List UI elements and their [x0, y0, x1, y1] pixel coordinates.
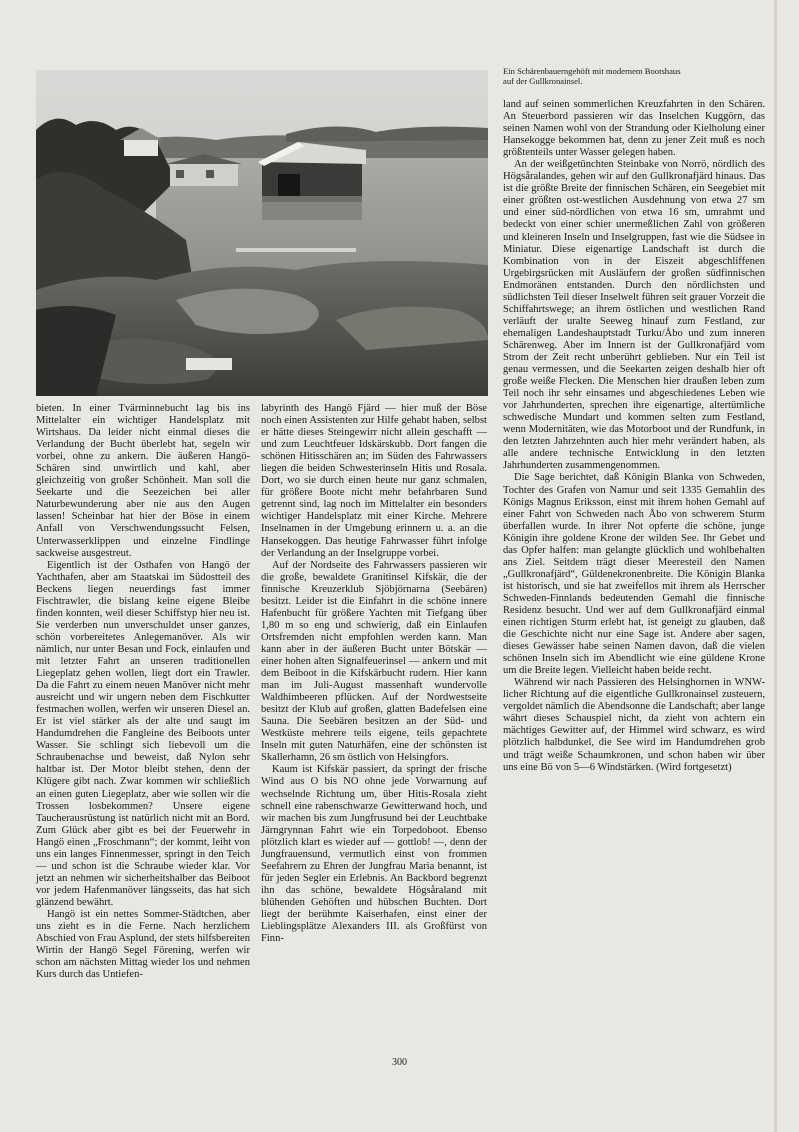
caption-line-1: Ein Schärenbauerngehöft mit modernem Bootshaus — [503, 66, 681, 76]
paragraph: Auf der Nordseite des Fahrwassers passieren wir die große, bewaldete Granitinsel Kifskär, die der finnische Kreuzerklub Sjöbjörnarna (Seebären) besitzt. Leider ist die Einfahrt in die schöne innere Hafenbucht für größere Yachten mit Tiefgang über 1,80 m so eng und schwierig, daß ein Einlaufen Ortsfremden nicht empfohlen werden kann. Man kann aber in der äußeren Bucht unter Bötskär — einer hohen alten Signalfeuerinsel — ankern und mit dem Beiboot in die Kifskärbucht rudern. Hier kann man im Juli-August massenhaft wundervolle Waldhimbeeren pflücken. Auf der Nordwestseite besitzt der Klub auf großen, glatten Badefelsen eine Sauna. Die Seebären besitzen an der Süd- und Westküste mehrere teils eigene, teils gepachtete Inseln mit guten Naturhäfen, eine der schönsten ist Skallerhamn, 26 sm östlich von Helsingfors. — [261, 559, 487, 764]
text-column-3 — [503, 99, 765, 774]
paragraph: labyrinth des Hangö Fjärd — hier muß der Böse noch einen Assistenten zur Hilfe gehabt haben, selbst er hätte dieses Steingewirr nicht allein geschafft — und zum Leuchtfeuer Idskärskubb. Dort fangen die schönen Hitisschären an; im Süden des Fahrwassers liegen die beiden Schwesterinseln Hitis und Rosala. Dort, wo sie durch einen heute nur ganz schmalen, für größere Boote nicht mehr befahrbaren Sund getrennt sind, lag noch im Mittelalter ein besonders wichtiger Handelsplatz mit einer Kirche. Mehrere Inselnamen in der Umgebung erinnern u. a. an die Hansekoggen. Das heutige Fahrwasser führt infolge der Verlandung an der Inselgruppe vorbei. — [261, 403, 487, 559]
text-column-1 — [36, 403, 250, 981]
paragraph: Die Sage berichtet, daß Königin Blanka von Schweden, Tochter des Grafen von Namur und seit 1335 Gemahlin des Königs Magnus Eriksson, einst mit ihrem hohen Gemahl auf einer Fahrt von Schweden nach Åbo von schwerem Sturm überfallen wurde. In ihrer Not opferte die schöne, junge Königin ihre goldene Krone der wilden See. Ihr Gebet und das Opfer halfen: man gelangte glücklich und wohlbehalten ans Ziel. Seitdem trägt dieser Meeresteil den Namen „Gullkronafjärd“, Güldenekronenbreite. Die Königin Blanka ist historisch, und sie hat zweifellos mit ihrem als Herrscher Schweden-Finnlands bedeutenden Gemahl die finnische Residenz besucht. Und wer auf dem Gullkronafjärd einmal einen richtigen Sturm erlebt hat, ist geneigt zu glauben, daß die Geschichte nicht nur eine Sage ist. Andere aber sagen, dieses Gewässer habe seinen Namen davon, daß die vielen schönen Inseln sich im Abendlicht wie eine güldene Krone um die Breite legen. Vielleicht haben beide recht. — [503, 472, 765, 677]
photo-skerry-farm-boathouse-icon — [36, 70, 488, 396]
binding-shadow — [774, 0, 777, 1132]
paragraph: Eigentlich ist der Osthafen von Hangö der Yachthafen, aber am Staatskai im Südostteil des Beckens liegen neuerdings fast immer Fischtrawler, die bislang keine eigene Bleibe finden konnten, weil dieser Schiffstyp hier neu ist. Sie verderben nun unverschuldet unser ganzes, schön vorbereitetes Anlegemanöver. Als wir nämlich, nur unter Besan und Fock, einlaufen und mit letzter Fahrt an unseren traditionellen Liegeplatz gehen wollen, liegt dort ein Trawler. Da die Fahrt zu einem neuen Manöver nicht mehr ausreicht und wir ungern neben dem Fischkutter festmachen wollen, werfen wir unseren Diesel an. Er ist viel stärker als der alte und saugt im Handumdrehen die Fangleine des Beiboots unter Wasser. Sie schlingt sich liebevoll um die Schraubenachse und beweist, daß Nylon sehr haltbar ist. Der Motor bleibt stehen, denn der Klügere gibt nach. Zwar kommen wir schließlich an einen guten Liegeplatz, aber wie sollen wir die Trossen losbekommen? Unsere eigene Taucherausrüstung ist natürlich nicht mit an Bord. Zum Glück aber gibt es bei der Feuerwehr in Hangö einen „Froschmann“; der kommt, leiht von uns ein langes Finnenmesser, springt in den Teich — und schon ist die Schraube wieder klar. Vor jetzt an nehmen wir sicherheitshalber das Beiboot vor jedem Hafenmanöver längsseits, das hat sich glänzend bewährt. — [36, 559, 250, 908]
paragraph: bieten. In einer Tvärminnebucht lag bis ins Mittelalter ein wichtiger Handelsplatz mit Wirtshaus. Da leider nicht einmal dieses die Verlandung der Bucht überlebt hat, segeln wir vorbei, ohne zu ankern. Die äußeren Hangö-Schären sind unwirtlich und kahl, aber gleichzeitig von großer Schönheit. Man soll die Seekarte und die Seezeichen bei aller Naturbewunderung aber nie aus den Augen lassen! Scheinbar hat hier der Böse in einem Anfall von Verschwendungssucht Felsen, Unterwasserklippen und einzelne Findlinge sackweise ausgestreut. — [36, 403, 250, 559]
text-column-2 — [261, 403, 487, 945]
paragraph: Kaum ist Kifskär passiert, da springt der frische Wind aus O bis NO ohne jede Vorwarnung auf wechselnde Richtung um, über Hitis-Rosala zieht schnell eine rabenschwarze Gewitterwand hoch, und wir machen bis zum Jungfrusund bei der Leuchtbake Järngrynnan Fahrt wie ein Torpedoboot. Ebenso plötzlich klart es wieder auf — gottlob! —, denn der Jungfrauensund, vermutlich einst von frommen Seefahrern zu Ehren der Jungfrau Maria benannt, ist für jeden Segler ein Erlebnis. An Backbord begrenzt ihn das schöne, bewaldete Högsåraland mit blühenden Gehöften und hübschen Buchten. Dort liegt der berühmte Kaiserhafen, einst einer der Lieblingsplätze Alexanders III. als Großfürst von Finn- — [261, 764, 487, 945]
caption-line-2: auf der Gullkronainsel. — [503, 76, 583, 86]
page-number: 300 — [392, 1057, 407, 1068]
paragraph: Während wir nach Passieren des Helsinghornen in WNW-licher Richtung auf die eigentliche Gullkronainsel zusteuern, vergoldet nämlich die Abendsonne die Landschaft; aber lange währt dieses Schauspiel nicht, da zieht von achtern ein mächtiges Gewitter auf, der Himmel wird schwarz, es wird plötzlich halbdunkel, die See wird im Handumdrehen grob und trägt weiße Schaumkronen, und schon haben wir über uns eine Bö von 5—6 Windstärken. (Wird fortgesetzt) — [503, 677, 765, 773]
paragraph: Hangö ist ein nettes Sommer-Städtchen, aber uns zieht es in die Ferne. Nach herzlichem Abschied von Frau Asplund, der stets hilfsbereiten Wirtin der Hangö Segel Förening, werfen wir schon am nächsten Mittag wieder los und nehmen Kurs durch das Untiefen- — [36, 908, 250, 981]
photo-caption — [503, 66, 765, 86]
paragraph: An der weißgetünchten Steinbake von Norrö, nördlich des Högsåralandes, gehen wir auf den Gullkronafjärd hinaus. Das ist die größte Breite der finnischen Schären, ein Seegebiet mit einer größten ost-westlichen Ausdehnung von etwa 27 sm und einer süd-nördlichen von etwa 16 sm, umrahmt und bedeckt von einer schier unermeßlichen Zahl von größeren und kleineren Inseln und Inselgruppen, fast wie die Südsee in Miniatur. Diese eigenartige Landschaft ist durch die Kombination von in der Eiszeit abgeschliffenen Urgebirgsrücken mit Ausläufern der großen südfinnischen Endmoränen entstanden. Durch den nördlichsten und südlichsten Teil dieser Inselwelt führen seit grauer Vorzeit die Schiffahrtswege; an ihrem östlichen und westlichen Rand verläuft der uralte Seeweg hinauf zum Festland, zur ehemaligen Landeshauptstadt Turku/Åbo und zum inneren Schärenweg. Aber im Innern ist der Gullkronafjärd vom Strom der Zeit recht unberührt geblieben. Nur ein Teil ist genau vermessen, und die Seekarten zeigen deshalb hier oft große weiße Flecken. Die Menschen hier draußen leben zum Teil noch ihr sehr einsames und abgeschiedenes Leben wie vor Jahrhunderten, sprechen ihre eigenartige, altertümliche schwedische Mundart und kommen selten zum Festland, wenn Modernitäten, wie das Motorboot und der Rundfunk, in den letzten Jahrzehnten auch hier mehr verändert haben, als alle andere technische Entwicklung in den letzten Jahrhunderten zusammengenommen. — [503, 159, 765, 472]
paragraph: land auf seinen sommerlichen Kreuzfahrten in den Schären. An Steuerbord passieren wir das Inselchen Kuggörn, das seinen Namen wohl von der Strandung oder Kielholung einer Hansekogge bekommen hat, denn zu jener Zeit muß es noch größtenteils unter Wasser gelegen haben. — [503, 99, 765, 159]
